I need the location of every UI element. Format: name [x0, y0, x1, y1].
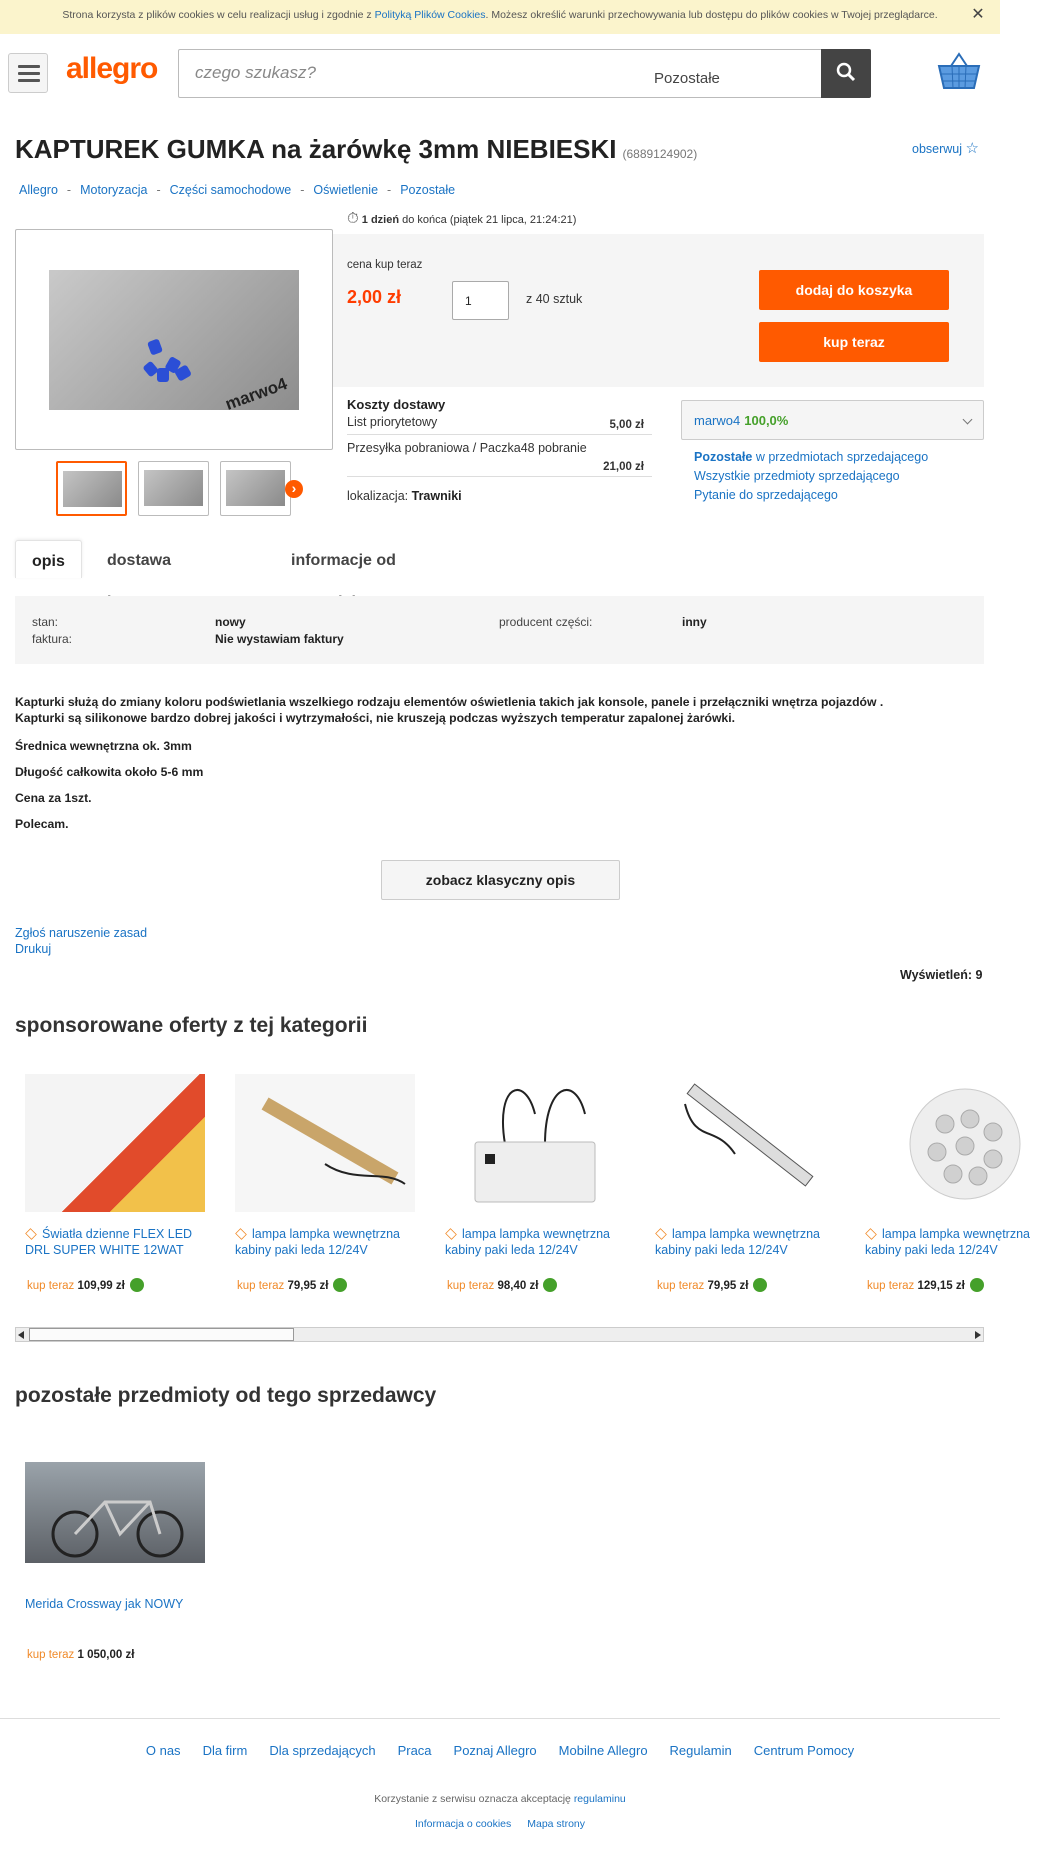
offer-price-label: kup teraz — [237, 1280, 285, 1292]
breadcrumb-item[interactable]: Motoryzacja — [80, 183, 148, 197]
offer-image[interactable] — [25, 1074, 205, 1212]
smart-badge-icon — [753, 1278, 767, 1292]
price: 2,00 zł — [347, 287, 402, 307]
footer-link[interactable]: Dla sprzedających — [269, 1743, 376, 1758]
offer-price-label: kup teraz — [447, 1280, 495, 1292]
offer-price-value: 109,99 zł — [77, 1280, 125, 1292]
offer-image[interactable] — [655, 1074, 835, 1212]
breadcrumb-item[interactable]: Allegro — [19, 183, 58, 197]
description-line: Kapturki są silikonowe bardzo dobrej jakości i wytrzymałości, nie kruszeją podczas wyższych temperatur zapalonej żarówki. — [15, 711, 735, 725]
offer-price — [657, 1278, 767, 1292]
thumbnail[interactable] — [56, 461, 127, 516]
seller-item-price-label: kup teraz — [27, 1649, 75, 1661]
next-arrow-icon[interactable]: › — [285, 480, 303, 498]
location-label: lokalizacja: — [347, 489, 409, 503]
cookie-info-link[interactable]: Informacja o cookies — [414, 1818, 512, 1830]
delivery-option-name: Przesyłka pobraniowa / Paczka48 pobranie — [347, 441, 587, 455]
product-photo — [49, 270, 299, 414]
sponsored-offer[interactable] — [645, 1070, 835, 1310]
ask-seller-link[interactable]: Pytanie do sprzedającego — [694, 488, 838, 502]
watch-label: obserwuj — [912, 142, 963, 156]
horizontal-scrollbar[interactable] — [15, 1327, 984, 1342]
quantity-input[interactable]: 1 — [452, 281, 509, 320]
footer-note — [0, 1793, 1000, 1805]
offer-title-text: lampa lampka wewnętrzna kabiny paki leda 12/24V — [655, 1227, 820, 1257]
footer-note-text: Korzystanie z serwisu oznacza akceptację — [374, 1793, 574, 1805]
seller-item-title[interactable]: Merida Crossway jak NOWY — [25, 1597, 184, 1611]
thumbnail-photo — [63, 471, 122, 507]
auction-timer — [347, 210, 576, 227]
scroll-left-icon[interactable] — [18, 1331, 24, 1339]
basket-icon[interactable] — [937, 50, 981, 92]
breadcrumb-item[interactable]: Części samochodowe — [169, 183, 292, 197]
sponsored-offer[interactable] — [225, 1070, 415, 1310]
cookie-bar — [0, 0, 1000, 34]
description-line: Długość całkowita około 5-6 mm — [15, 765, 204, 779]
hamburger-line — [18, 72, 40, 75]
hamburger-icon — [18, 65, 40, 68]
offer-title[interactable] — [25, 1226, 210, 1258]
footer-bottom-links — [0, 1818, 1000, 1830]
offer-title[interactable] — [235, 1226, 420, 1258]
footer-link[interactable]: Mobilne Allegro — [558, 1743, 648, 1758]
diamond-icon — [445, 1228, 457, 1240]
location-value: Trawniki — [411, 489, 462, 503]
offer-title[interactable] — [445, 1226, 630, 1258]
offer-title-text: Światła dzienne FLEX LED DRL SUPER WHITE 12WAT — [25, 1227, 193, 1257]
param-key: producent części: — [499, 615, 593, 629]
report-links — [15, 925, 147, 957]
offer-title-text: lampa lampka wewnętrzna kabiny paki leda 12/24V — [865, 1227, 1030, 1257]
scrollbar-thumb[interactable] — [29, 1328, 294, 1341]
menu-button[interactable] — [8, 53, 48, 93]
description-line: Kapturki służą do zmiany koloru podświetlania wszelkiego rodzaju elementów oświetlenia takich jak konsole, panele i przełączniki wnętrza pojazdów . — [15, 695, 884, 709]
diamond-icon — [235, 1228, 247, 1240]
delivery-option-name: List priorytetowy — [347, 415, 438, 429]
add-to-cart-button[interactable]: dodaj do koszyka — [759, 270, 949, 310]
clock-icon: ⏱ — [347, 210, 359, 227]
close-icon[interactable]: ✕ — [971, 6, 985, 23]
sponsored-offer[interactable] — [435, 1070, 625, 1310]
seller-all-items-link[interactable]: Wszystkie przedmioty sprzedającego — [694, 469, 900, 483]
diamond-icon — [655, 1228, 667, 1240]
offer-price — [447, 1278, 557, 1292]
smart-badge-icon — [543, 1278, 557, 1292]
description — [15, 694, 980, 842]
item-parameters — [15, 596, 984, 664]
sponsored-offer[interactable] — [15, 1070, 205, 1310]
footer-link[interactable]: O nas — [145, 1743, 181, 1758]
watch-button[interactable] — [912, 139, 979, 157]
offer-image[interactable] — [235, 1074, 415, 1212]
sponsored-offer[interactable] — [855, 1070, 1045, 1310]
delivery-option-price: 5,00 zł — [609, 419, 644, 431]
footer-links — [0, 1743, 1000, 1758]
tab-description[interactable]: opis — [15, 540, 82, 578]
allegro-logo[interactable]: allegro — [66, 52, 158, 85]
description-line: Cena za 1szt. — [15, 791, 92, 805]
offer-image[interactable] — [865, 1074, 1045, 1212]
buy-box — [333, 234, 984, 387]
sponsored-offer-clip — [855, 1070, 1030, 1310]
offer-title[interactable] — [655, 1226, 840, 1258]
chevron-down-icon — [963, 415, 973, 425]
offer-price — [27, 1278, 144, 1292]
hamburger-line — [18, 79, 40, 82]
print-link[interactable]: Drukuj — [15, 942, 52, 956]
search-icon — [821, 49, 871, 98]
seller-link-rest: w przedmiotach sprzedającego — [752, 450, 929, 464]
delivery-option-price: 21,00 zł — [603, 461, 644, 473]
offer-title-text: lampa lampka wewnętrzna kabiny paki leda 12/24V — [445, 1227, 610, 1257]
tab-seller-info[interactable]: informacje od — [291, 552, 396, 569]
seller-other-items-link[interactable] — [694, 448, 928, 467]
report-violation-link[interactable]: Zgłoś naruszenie zasad — [15, 926, 148, 940]
tab-delivery-payment[interactable]: dostawa — [107, 552, 172, 569]
search-button[interactable] — [821, 49, 871, 98]
cookie-policy-link[interactable]: Polityką Plików Cookies — [374, 9, 486, 21]
seller-name[interactable]: marwo4 — [694, 413, 741, 428]
smart-badge-icon — [970, 1278, 984, 1292]
offer-price — [867, 1278, 984, 1292]
seller-link-bold: Pozostałe — [694, 450, 753, 464]
thumbnail[interactable] — [220, 461, 291, 516]
description-line: Polecam. — [15, 817, 69, 831]
footer-link[interactable]: Centrum Pomocy — [753, 1743, 855, 1758]
seller-rating: 100,0% — [744, 413, 789, 428]
offer-price-value: 129,15 zł — [917, 1280, 965, 1292]
delivery-option — [347, 441, 652, 477]
offer-price-label: kup teraz — [867, 1280, 915, 1292]
footer-link[interactable]: Poznaj Allegro — [453, 1743, 537, 1758]
search-bar[interactable] — [178, 49, 871, 98]
seller-item-price-value: 1 050,00 zł — [77, 1649, 135, 1661]
cookie-text-end: . Możesz określić warunki przechowywania lub dostępu do plików cookies w Twojej przeglądarce. — [485, 9, 938, 21]
offer-title-text: lampa lampka wewnętrzna kabiny paki leda 12/24V — [235, 1227, 400, 1257]
diamond-icon — [865, 1228, 877, 1240]
thumbnail-photo — [144, 470, 203, 506]
smart-badge-icon — [333, 1278, 347, 1292]
watermark: marwo4 — [222, 374, 290, 414]
footer-link[interactable]: Praca — [397, 1743, 432, 1758]
footer-divider — [0, 1718, 1000, 1719]
location — [347, 489, 462, 503]
page-title — [15, 134, 697, 165]
classic-description-button[interactable]: zobacz klasyczny opis — [381, 860, 620, 900]
thumbnail-photo — [226, 470, 285, 506]
view-count: Wyświetleń: 9 — [900, 968, 983, 982]
param-value: nowy — [215, 615, 246, 629]
param-value: Nie wystawiam faktury — [215, 632, 344, 646]
offer-price-label: kup teraz — [27, 1280, 75, 1292]
offer-price-value: 79,95 zł — [707, 1280, 749, 1292]
terms-link[interactable]: regulaminu — [573, 1793, 626, 1805]
footer-link[interactable]: Regulamin — [669, 1743, 732, 1758]
timer-days: 1 dzień — [361, 214, 400, 226]
seller-links — [694, 448, 928, 505]
product-id: (6889124902) — [622, 147, 698, 161]
search-input[interactable]: czego szukasz? — [195, 63, 316, 82]
seller-items-heading: pozostałe przedmioty od tego sprzedawcy — [15, 1384, 437, 1407]
smart-badge-icon — [130, 1278, 144, 1292]
delivery-option — [347, 415, 652, 435]
breadcrumb: Allegro - Motoryzacja - Części samochodowe - Oświetlenie - Pozostałe — [19, 183, 456, 197]
offer-title[interactable] — [865, 1226, 1050, 1258]
scroll-right-icon[interactable] — [975, 1331, 981, 1339]
param-key: faktura: — [32, 632, 73, 646]
buy-now-button[interactable]: kup teraz — [759, 322, 949, 362]
offer-price — [237, 1278, 347, 1292]
seller-item-image[interactable] — [25, 1462, 205, 1563]
product-title: KAPTUREK GUMKA na żarówkę 3mm NIEBIESKI — [15, 134, 617, 164]
cookie-text: Strona korzysta z plików cookies w celu realizacji usług i zgodnie z — [62, 9, 375, 21]
description-line: Średnica wewnętrzna ok. 3mm — [15, 739, 192, 753]
sponsored-heading: sponsorowane oferty z tej kategorii — [15, 1014, 368, 1037]
seller-item-price — [27, 1649, 134, 1661]
price-label: cena kup teraz — [347, 259, 423, 271]
offer-price-label: kup teraz — [657, 1280, 705, 1292]
thumbnail[interactable] — [138, 461, 209, 516]
seller-box[interactable] — [681, 400, 984, 440]
quantity-available: z 40 sztuk — [526, 292, 583, 306]
param-key: stan: — [32, 615, 59, 629]
breadcrumb-item[interactable]: Pozostałe — [400, 183, 456, 197]
footer-link[interactable]: Dla firm — [202, 1743, 248, 1758]
offer-price-value: 98,40 zł — [497, 1280, 539, 1292]
param-value: inny — [682, 615, 707, 629]
product-main-image[interactable] — [15, 229, 333, 450]
sitemap-link[interactable]: Mapa strony — [527, 1818, 586, 1830]
star-icon: ☆ — [965, 140, 979, 157]
delivery-costs — [347, 397, 652, 477]
delivery-heading: Koszty dostawy — [347, 397, 446, 412]
offer-price-value: 79,95 zł — [287, 1280, 329, 1292]
diamond-icon — [25, 1228, 37, 1240]
search-category-select[interactable]: Pozostałe — [654, 70, 720, 87]
timer-end: do końca (piątek 21 lipca, 21:24:21) — [399, 214, 577, 226]
offer-image[interactable] — [445, 1074, 625, 1212]
breadcrumb-item[interactable]: Oświetlenie — [313, 183, 379, 197]
